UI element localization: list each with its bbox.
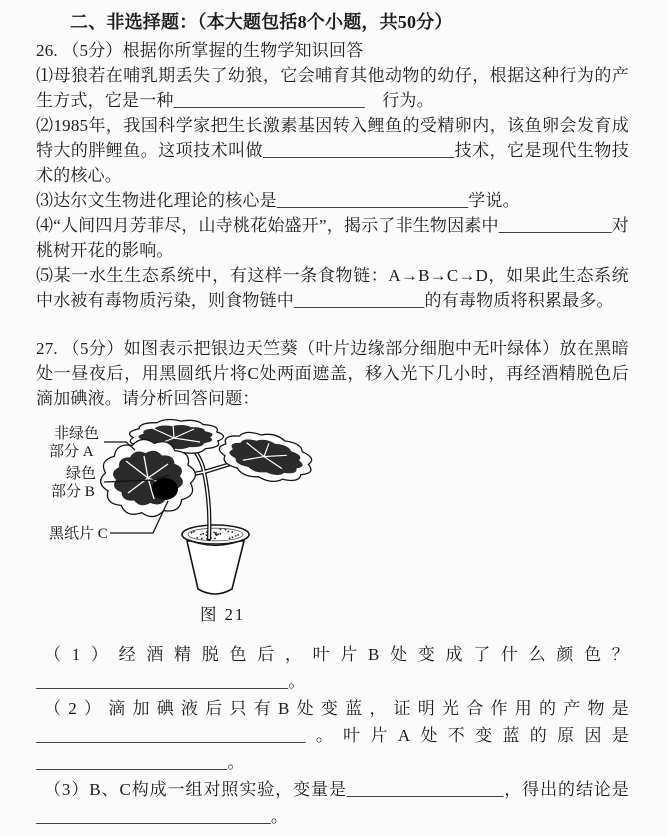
flower-pot xyxy=(182,525,249,594)
label-nongreen-part: 非绿色 xyxy=(54,426,100,442)
q26-part-1: ⑴母狼若在哺乳期丢失了幼狼，它会哺育其他动物的幼仔，根据这种行为的产生方式，它是一种______________________ 行为。 xyxy=(36,66,629,110)
label-part-a: 部分 A xyxy=(49,444,94,460)
section-header: 二、非选择题：（本大题包括8个小题，共50分） xyxy=(70,12,453,32)
right-leaf xyxy=(215,424,317,489)
q27-sub-3: （3）B、C构成一组对照实验，变量是__________________，得出的结论是___________________________。 xyxy=(36,780,629,826)
q27-sub-1: （1）经酒精脱色后，叶片B处变成了什么颜色？_____________________________。 xyxy=(36,645,629,691)
q26-part-3: ⑶达尔文生物进化理论的核心是______________________学说。 xyxy=(36,191,520,210)
label-black-paper-c: 黑纸片 C xyxy=(49,526,108,542)
q26-part-2: ⑵1985年，我国科学家把生长激素基因转入鲤鱼的受精卵内，该鱼卵会发育成特大的胖鲤鱼。这项技术叫做______________________技术，它是现代生物技术的核心。 xyxy=(36,116,629,185)
figure-caption: 图 21 xyxy=(200,605,246,624)
q27-sub-2: （2）滴加碘液后只有B处变蓝，证明光合作用的产物是_______________________________。叶片A处不变蓝的原因是______________________。 xyxy=(36,699,629,772)
q26-stem: 26. （5分）根据你所掌握的生物学知识回答 xyxy=(36,41,364,60)
q27-stem: 27. （5分）如图表示把银边天竺葵（叶片边缘部分细胞中无叶绿体）放在黑暗处一昼夜后，用黑圆纸片将C处两面遮盖，移入光下几小时，再经酒精脱色后滴加碘液。请分析回答问题： xyxy=(36,339,629,408)
q26-part-4: ⑷“人间四月芳菲尽，山寺桃花始盛开”，揭示了非生物因素中_____________对桃树开花的影响。 xyxy=(36,216,629,260)
figure-21 xyxy=(16,415,629,641)
label-part-b: 部分 B xyxy=(51,484,95,500)
black-paper-patch xyxy=(152,478,178,500)
label-green-part: 绿色 xyxy=(66,466,97,482)
q26-part-5: ⑸某一水生生态系统中，有这样一条食物链：A→B→C→D，如果此生态系统中水被有毒物质污染，则食物链中_______________的有毒物质将积累最多。 xyxy=(36,266,629,310)
plant-diagram xyxy=(16,415,348,641)
